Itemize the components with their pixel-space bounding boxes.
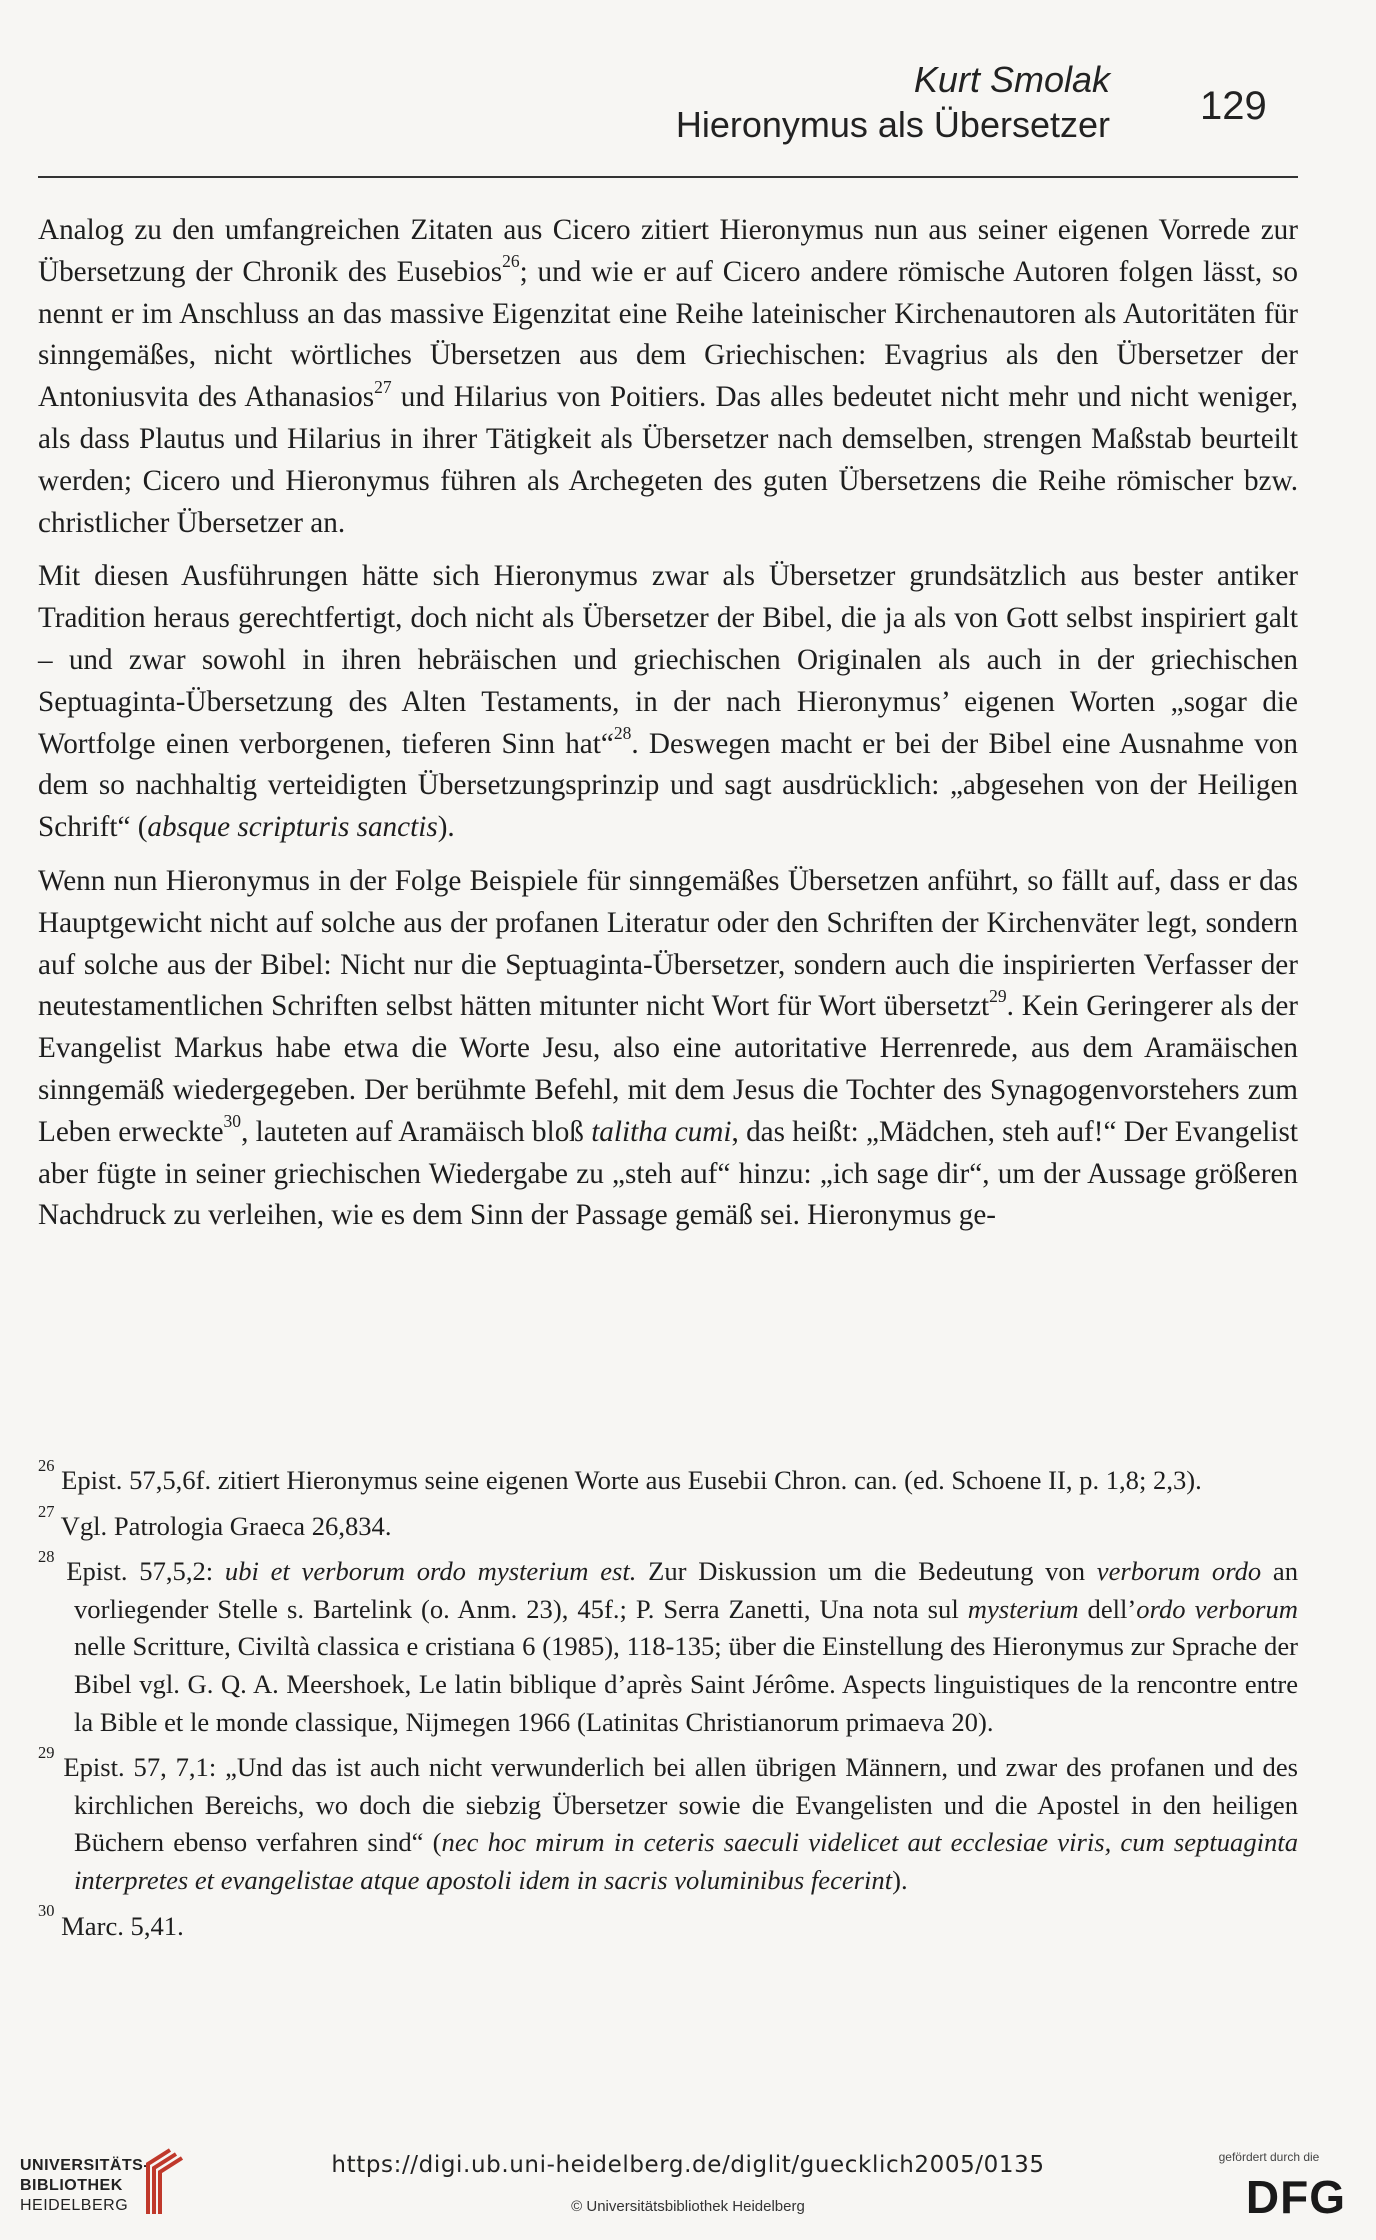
text-run: Analog zu den umfangreichen Zitaten aus Cicero zitiert Hieronymus nun aus seiner eigenen Vorrede zur Übersetzung der Chronik des Eusebios xyxy=(38,214,1298,288)
text-run: ). xyxy=(892,1864,908,1895)
running-header xyxy=(676,58,1110,148)
paragraph xyxy=(38,556,1298,849)
text-run: . Kein Geringerer als der Evangelist Markus habe etwa die Worte Jesu, also eine autoritative Herrenrede, aus dem Aramäischen sinngemäß wiedergegeben. Der berühmte Befehl, mit dem Jesus die Tochter des Synagogenvorstehers zum Leben erweckte xyxy=(38,990,1298,1148)
footnote-ref: 30 xyxy=(223,1111,242,1132)
italic-text: mysterium xyxy=(967,1593,1079,1624)
library-logo xyxy=(20,2156,149,2216)
footnote-number: 29 xyxy=(38,1743,55,1763)
text-run: , lauteten auf Aramäisch bloß xyxy=(241,1115,592,1148)
source-url-link[interactable]: https://digi.ub.uni-heidelberg.de/diglit/guecklich2005/0135 xyxy=(331,2152,1045,2178)
text-run: Epist. 57,5,2: xyxy=(66,1556,225,1587)
text-run: Epist. 57,5,6f. zitiert Hieronymus seine eigenen Worte aus Eusebii Chron. can. (ed. Schoene II, p. 1,8; 2,3). xyxy=(61,1465,1202,1495)
footnote-ref: 26 xyxy=(502,251,520,272)
header-title: Hieronymus als Übersetzer xyxy=(675,104,1110,145)
text-run: dell’ xyxy=(1078,1593,1137,1624)
body-text xyxy=(38,210,1298,1249)
italic-text: talitha cumi xyxy=(591,1115,732,1148)
footnote-ref: 29 xyxy=(989,985,1007,1006)
text-run: Zur Diskussion um die Bedeutung von xyxy=(636,1556,1097,1587)
text-run: . Deswegen macht er bei der Bibel eine Ausnahme von dem so nachhaltig verteidigten Übersetzungsprinzip und sagt ausdrücklich: „abgesehen von der Heiligen Schrift“ ( xyxy=(38,727,1298,844)
footnote-ref: 28 xyxy=(613,723,632,744)
footnote-number: 30 xyxy=(38,1901,55,1921)
text-run: Marc. 5,41. xyxy=(61,1910,184,1941)
footnote xyxy=(38,1743,1298,1899)
italic-text: absque scripturis sanctis xyxy=(147,811,438,844)
italic-text: ordo verborum xyxy=(1136,1593,1298,1624)
footnote xyxy=(38,1455,1298,1500)
copyright-notice: © Universitätsbibliothek Heidelberg xyxy=(571,2198,805,2215)
footnote-ref: 27 xyxy=(374,376,392,397)
paragraph xyxy=(38,861,1298,1237)
library-line-1: UNIVERSITÄTS- xyxy=(20,2157,150,2174)
text-run: ; und wie er auf Cicero andere römische Autoren folgen lässt, so nennt er im Anschluss an das massive Eigenzitat eine Reihe lateinischer Kirchenautoren als Autoritäten für sinngemäßes, nicht wörtliches Übersetzen aus dem Griechischen: Evagrius als den Übersetzer der Antoniusvita des Athanasios xyxy=(38,255,1298,414)
footnote-number: 28 xyxy=(38,1547,55,1567)
page-number: 129 xyxy=(1200,84,1267,128)
header-author: Kurt Smolak xyxy=(913,59,1110,100)
text-run: Mit diesen Ausführungen hätte sich Hieronymus zwar als Übersetzer grundsätzlich aus bester antiker Tradition heraus gerechtfertigt, doch nicht als Übersetzer der Bibel, die ja als von Gott selbst inspiriert galt – und zwar sowohl in ihren hebräischen und griechischen Originalen als auch in der griechischen Septuaginta-Übersetzung des Alten Testaments, in der nach Hieronymus’ eigenen Worten „sogar die Wortfolge einen verborgenen, tieferen Sinn hat“ xyxy=(38,560,1298,760)
header-rule xyxy=(38,176,1298,178)
text-run: , das heißt: „Mädchen, steh auf!“ Der Evangelist aber fügte in seiner griechischen Wiedergabe zu „steh auf“ hinzu: „ich sage dir“, um der Aussage größeren Nachdruck zu verleihen, wie es dem Sinn der Passage gemäß sei. Hieronymus ge- xyxy=(38,1115,1298,1232)
italic-text: nec hoc mirum in ceteris saeculi videlicet aut ecclesiae viris, cum septuaginta interpretes et evangelistae atque apostoli idem in sacris voluminibus fecerint xyxy=(74,1827,1298,1895)
italic-text: verborum ordo xyxy=(1096,1556,1262,1587)
page-footer xyxy=(0,2132,1376,2240)
footnote xyxy=(38,1501,1298,1546)
footnote-number: 27 xyxy=(38,1501,55,1521)
library-line-2: BIBLIOTHEK xyxy=(20,2177,123,2194)
library-line-3: HEIDELBERG xyxy=(20,2197,129,2214)
dfg-logo: DFG xyxy=(1245,2171,1346,2223)
text-run: Vgl. Patrologia Graeca 26,834. xyxy=(60,1510,392,1541)
text-run: ). xyxy=(437,811,455,844)
footnote xyxy=(38,1901,1298,1946)
text-run: Epist. 57, 7,1: „Und das ist auch nicht verwunderlich bei allen übrigen Männern, und zwar des profanen und des kirchlichen Bereichs, wo doch die siebzig Übersetzer sowie die Evangelisten und die Apostel in den heiligen Büchern ebenso verfahren sind“ ( xyxy=(63,1752,1298,1858)
footnote xyxy=(38,1547,1299,1741)
text-run: und Hilarius von Poitiers. Das alles bedeutet nicht mehr und nicht weniger, als dass Plautus und Hilarius in ihrer Tätigkeit als Übersetzer nach demselben, strengen Maßstab beurteilt werden; Cicero und Hieronymus führen als Archegeten des guten Übersetzens die Reihe römischer bzw. christlicher Übersetzer an. xyxy=(38,381,1298,539)
italic-text: ubi et verborum ordo mysterium est. xyxy=(224,1556,637,1587)
paragraph xyxy=(38,210,1298,544)
funding-note: gefördert durch die xyxy=(1218,2150,1320,2164)
text-run: Wenn nun Hieronymus in der Folge Beispiele für sinngemäßes Übersetzen anführt, so fällt auf, dass er das Hauptgewicht nicht auf solche aus der profanen Literatur oder den Schriften der Kirchenväter legt, sondern auf solche aus der Bibel: Nicht nur die Septuaginta-Übersetzer, sondern auch die inspirierten Verfasser der neutestamentlichen Schriften selbst hätten mitunter nicht Wort für Wort übersetzt xyxy=(38,864,1298,1023)
text-run: nelle Scritture, Civiltà classica e cristiana 6 (1985), 118-135; über die Einstellung des Hieronymus zur Sprache der Bibel vgl. G. Q. A. Meershoek, Le latin biblique d’après Saint Jérôme. Aspects linguistiques de la rencontre entre la Bible et le monde classique, Nijmegen 1966 (Latinitas Christianorum primaeva 20). xyxy=(74,1631,1298,1737)
library-mark-icon xyxy=(140,2142,190,2216)
footnote-number: 26 xyxy=(38,1455,55,1475)
footnotes xyxy=(38,1455,1299,1953)
text-run: an vorliegender Stelle s. Bartelink (o. Anm. 23), 45f.; P. Serra Zanetti, Una nota sul xyxy=(74,1556,1299,1624)
